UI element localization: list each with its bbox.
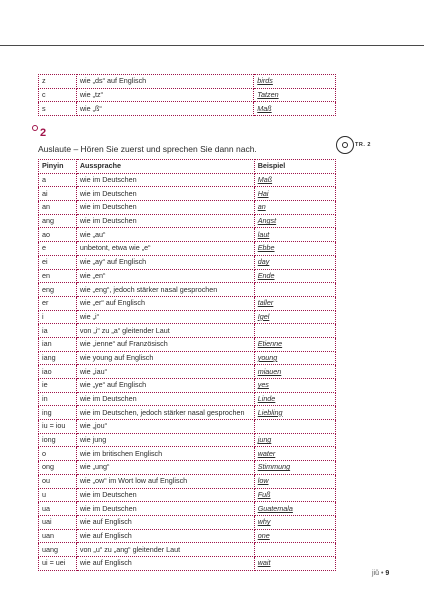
cell-pinyin: ui = uei [39, 556, 77, 570]
cell-aussprache: wie „ds“ auf Englisch [76, 75, 253, 89]
cell-pinyin: uang [39, 543, 77, 557]
cd-track-icon[interactable] [336, 136, 354, 154]
cell-beispiel: laut [254, 228, 335, 242]
header-pinyin: Pinyin [39, 160, 77, 174]
consonant-table-continued [38, 74, 336, 116]
cell-beispiel: birds [254, 75, 336, 89]
cell-aussprache: wie young auf Englisch [76, 351, 254, 365]
cell-pinyin: iu = iou [39, 420, 77, 434]
cell-pinyin: ou [39, 474, 77, 488]
cell-pinyin: uai [39, 515, 77, 529]
table-row [39, 228, 336, 242]
header-aussprache: Aussprache [76, 160, 254, 174]
cell-beispiel: low [254, 474, 335, 488]
cell-aussprache: wie „ß“ [76, 102, 253, 116]
cell-aussprache: wie im Deutschen [76, 502, 254, 516]
table-row [39, 543, 336, 557]
cell-beispiel: taller [254, 296, 335, 310]
cell-pinyin: iao [39, 365, 77, 379]
cell-beispiel: young [254, 351, 335, 365]
cell-aussprache: wie „ung“ [76, 461, 254, 475]
table-row [39, 102, 336, 116]
cell-aussprache: wie „ienne“ auf Französisch [76, 337, 254, 351]
cell-beispiel: Liebling [254, 406, 335, 420]
cell-beispiel: day [254, 255, 335, 269]
cell-pinyin: iong [39, 433, 77, 447]
cell-beispiel: Ende [254, 269, 335, 283]
table-row [39, 324, 336, 338]
table-row [39, 214, 336, 228]
cell-beispiel: Fuß [254, 488, 335, 502]
cell-pinyin: uan [39, 529, 77, 543]
table-row [39, 201, 336, 215]
cell-pinyin: ing [39, 406, 77, 420]
table-row [39, 529, 336, 543]
table-row [39, 447, 336, 461]
cell-beispiel: Guatemala [254, 502, 335, 516]
cell-pinyin: ie [39, 379, 77, 393]
section-number: 2 [40, 127, 47, 139]
cell-aussprache: wie „ay“ auf Englisch [76, 255, 254, 269]
table-row [39, 187, 336, 201]
cell-pinyin: u [39, 488, 77, 502]
table-row [39, 556, 336, 570]
cell-aussprache: wie auf Englisch [76, 556, 254, 570]
cell-beispiel [254, 420, 335, 434]
cell-beispiel: an [254, 201, 335, 215]
cell-beispiel: Linde [254, 392, 335, 406]
table-row [39, 392, 336, 406]
cell-beispiel: Maß [254, 173, 335, 187]
cell-aussprache: wie „tz“ [76, 88, 253, 102]
page-number: jiǔ • 9 [372, 570, 390, 577]
page-label: jiǔ [372, 570, 380, 577]
cell-aussprache: wie „ye“ auf Englisch [76, 379, 254, 393]
cell-beispiel [254, 543, 335, 557]
cell-beispiel: one [254, 529, 335, 543]
cell-aussprache: wie im Deutschen [76, 488, 254, 502]
cell-aussprache: wie „i“ [76, 310, 254, 324]
track-label: TR. 2 [355, 142, 371, 148]
table-row [39, 488, 336, 502]
cell-pinyin: ong [39, 461, 77, 475]
cell-beispiel: Angst [254, 214, 335, 228]
cell-pinyin: ua [39, 502, 77, 516]
table-row [39, 351, 336, 365]
cell-beispiel: Hai [254, 187, 335, 201]
cell-aussprache: wie im Deutschen [76, 214, 254, 228]
cell-aussprache: wie „ow“ im Wort low auf Englisch [76, 474, 254, 488]
cell-pinyin: z [39, 75, 77, 89]
cell-beispiel [254, 283, 335, 297]
table-header-row [39, 160, 336, 174]
cell-pinyin: o [39, 447, 77, 461]
table-row [39, 337, 336, 351]
table-row [39, 269, 336, 283]
cell-pinyin: an [39, 201, 77, 215]
table-row [39, 75, 336, 89]
cell-aussprache: wie „en“ [76, 269, 254, 283]
table-row [39, 515, 336, 529]
cell-beispiel: jung [254, 433, 335, 447]
cell-aussprache: wie im britischen Englisch [76, 447, 254, 461]
cell-beispiel: wait [254, 556, 335, 570]
table-row [39, 296, 336, 310]
cell-pinyin: ao [39, 228, 77, 242]
cell-beispiel: Etienne [254, 337, 335, 351]
cell-aussprache: wie „jou“ [76, 420, 254, 434]
table-row [39, 461, 336, 475]
table-row [39, 433, 336, 447]
cell-aussprache: wie „eng“, jedoch stärker nasal gesprochen [76, 283, 254, 297]
cell-pinyin: ia [39, 324, 77, 338]
table-row [39, 365, 336, 379]
cell-pinyin: i [39, 310, 77, 324]
table-row [39, 173, 336, 187]
cell-aussprache: wie im Deutschen [76, 201, 254, 215]
cell-pinyin: eng [39, 283, 77, 297]
cell-beispiel: Igel [254, 310, 335, 324]
cell-pinyin: c [39, 88, 77, 102]
cell-beispiel [254, 324, 335, 338]
table-row [39, 242, 336, 256]
cell-beispiel: miauen [254, 365, 335, 379]
cell-aussprache: wie „er“ auf Englisch [76, 296, 254, 310]
table-row [39, 406, 336, 420]
cell-aussprache: wie „au“ [76, 228, 254, 242]
table-row [39, 310, 336, 324]
section-bullet-icon [32, 125, 38, 131]
cell-aussprache: unbetont, etwa wie „e“ [76, 242, 254, 256]
cell-pinyin: s [39, 102, 77, 116]
cell-aussprache: wie „iau“ [76, 365, 254, 379]
cell-aussprache: wie im Deutschen [76, 392, 254, 406]
table-row [39, 379, 336, 393]
cell-beispiel: Tatzen [254, 88, 336, 102]
top-rule [0, 45, 424, 46]
cell-beispiel: Stimmung [254, 461, 335, 475]
cell-aussprache: wie im Deutschen [76, 173, 254, 187]
cell-beispiel: water [254, 447, 335, 461]
table-row [39, 283, 336, 297]
cell-aussprache: wie auf Englisch [76, 515, 254, 529]
cell-aussprache: von „i“ zu „a“ gleitender Laut [76, 324, 254, 338]
cell-aussprache: wie im Deutschen, jedoch stärker nasal gesprochen [76, 406, 254, 420]
finals-table [38, 159, 336, 571]
page-number-value: 9 [385, 570, 390, 577]
cell-aussprache: wie im Deutschen [76, 187, 254, 201]
cell-beispiel: Maß [254, 102, 336, 116]
cell-beispiel: why [254, 515, 335, 529]
cell-pinyin: e [39, 242, 77, 256]
cell-pinyin: er [39, 296, 77, 310]
cell-pinyin: a [39, 173, 77, 187]
cell-beispiel: Ebbe [254, 242, 335, 256]
table-row [39, 420, 336, 434]
cell-aussprache: von „u“ zu „ang“ gleitender Laut [76, 543, 254, 557]
cell-pinyin: en [39, 269, 77, 283]
section-title: Auslaute – Hören Sie zuerst und sprechen Sie dann nach. [38, 144, 257, 154]
table-row [39, 474, 336, 488]
cell-pinyin: ei [39, 255, 77, 269]
cell-beispiel: yes [254, 379, 335, 393]
cell-pinyin: ang [39, 214, 77, 228]
table-row [39, 255, 336, 269]
cell-pinyin: iang [39, 351, 77, 365]
cell-aussprache: wie auf Englisch [76, 529, 254, 543]
cell-aussprache: wie jung [76, 433, 254, 447]
cell-pinyin: ai [39, 187, 77, 201]
cell-pinyin: in [39, 392, 77, 406]
cell-pinyin: ian [39, 337, 77, 351]
table-row [39, 502, 336, 516]
table-row [39, 88, 336, 102]
header-beispiel: Beispiel [254, 160, 335, 174]
